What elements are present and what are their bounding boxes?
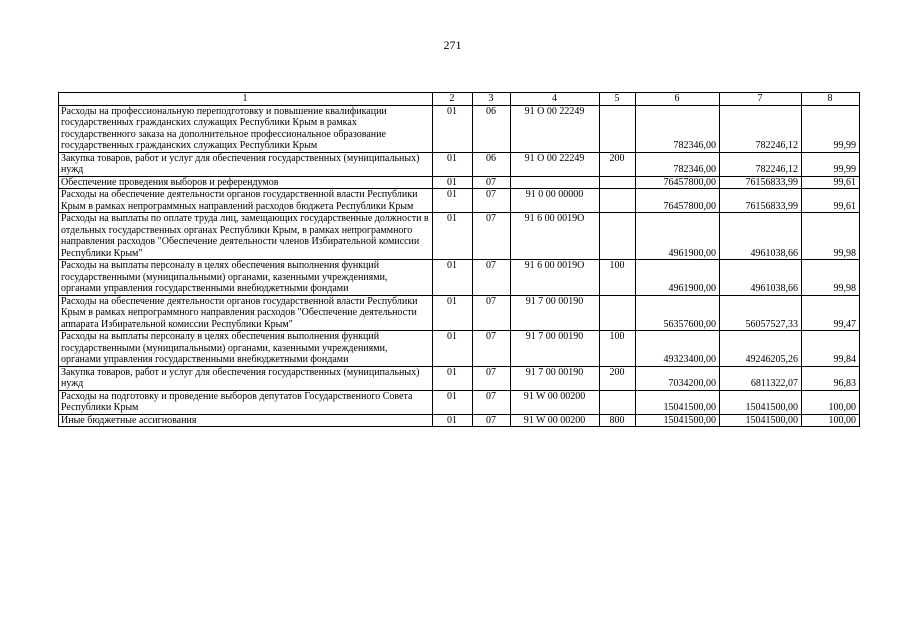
- row-description: Расходы на выплаты персоналу в целях обеспечения выполнения функций государственными (муниципальными) органами, казенными учреждениями, органами управления государственными внебюджетными фондами: [59, 260, 433, 296]
- table-row: [59, 366, 860, 390]
- row-section: 01: [433, 189, 473, 213]
- table-row: [59, 213, 860, 260]
- row-expense-type: 200: [600, 366, 636, 390]
- row-section: 01: [433, 414, 473, 427]
- row-description: Расходы на подготовку и проведение выборов депутатов Государственного Совета Республики Крым: [59, 390, 433, 414]
- row-executed-amount: 15041500,00: [720, 390, 802, 414]
- row-section: 01: [433, 152, 473, 176]
- table-row: [59, 152, 860, 176]
- row-planned-amount: 4961900,00: [636, 260, 720, 296]
- row-percent: 99,61: [802, 189, 860, 213]
- row-subsection: 07: [473, 390, 511, 414]
- row-expense-type: [600, 390, 636, 414]
- row-description: Обеспечение проведения выборов и референдумов: [59, 176, 433, 189]
- row-expense-type: 200: [600, 152, 636, 176]
- row-subsection: 07: [473, 414, 511, 427]
- row-planned-amount: 49323400,00: [636, 331, 720, 367]
- table-row: [59, 390, 860, 414]
- header-cell: 8: [802, 93, 860, 106]
- row-target-article: 91 7 00 00190: [511, 295, 600, 331]
- row-executed-amount: 4961038,66: [720, 213, 802, 260]
- header-cell: 3: [473, 93, 511, 106]
- row-expense-type: [600, 105, 636, 152]
- table-row: [59, 189, 860, 213]
- row-planned-amount: 7034200,00: [636, 366, 720, 390]
- row-expense-type: 100: [600, 331, 636, 367]
- row-planned-amount: 782346,00: [636, 152, 720, 176]
- row-subsection: 07: [473, 213, 511, 260]
- row-subsection: 07: [473, 366, 511, 390]
- row-planned-amount: 15041500,00: [636, 414, 720, 427]
- row-target-article: 91 7 00 00190: [511, 366, 600, 390]
- row-target-article: 91 О 00 22249: [511, 152, 600, 176]
- row-executed-amount: 15041500,00: [720, 414, 802, 427]
- row-subsection: 07: [473, 260, 511, 296]
- row-expense-type: [600, 176, 636, 189]
- row-percent: 99,84: [802, 331, 860, 367]
- row-target-article: [511, 176, 600, 189]
- row-planned-amount: 76457800,00: [636, 176, 720, 189]
- table-row: [59, 105, 860, 152]
- row-description: Закупка товаров, работ и услуг для обеспечения государственных (муниципальных) нужд: [59, 366, 433, 390]
- row-planned-amount: 15041500,00: [636, 390, 720, 414]
- row-percent: 99,98: [802, 260, 860, 296]
- row-executed-amount: 782246,12: [720, 152, 802, 176]
- header-cell: 1: [59, 93, 433, 106]
- row-target-article: 91 0 00 00000: [511, 189, 600, 213]
- row-executed-amount: 4961038,66: [720, 260, 802, 296]
- row-section: 01: [433, 295, 473, 331]
- row-planned-amount: 76457800,00: [636, 189, 720, 213]
- row-section: 01: [433, 331, 473, 367]
- row-description: Расходы на выплаты персоналу в целях обеспечения выполнения функций государственными (муниципальными) органами, казенными учреждениями, органами управления государственными внебюджетными фондами: [59, 331, 433, 367]
- row-executed-amount: 49246205,26: [720, 331, 802, 367]
- row-expense-type: [600, 295, 636, 331]
- row-executed-amount: 76156833,99: [720, 189, 802, 213]
- row-percent: 99,47: [802, 295, 860, 331]
- row-subsection: 07: [473, 176, 511, 189]
- row-subsection: 07: [473, 295, 511, 331]
- row-subsection: 07: [473, 331, 511, 367]
- row-target-article: 91 6 00 0019О: [511, 213, 600, 260]
- row-description: Расходы на профессиональную переподготовку и повышение квалификации государственных гражданских служащих Республики Крым в рамках государственного заказа на дополнительное профессиональное образование государственных гражданских служащих Республики Крым: [59, 105, 433, 152]
- table-row: [59, 176, 860, 189]
- row-description: Закупка товаров, работ и услуг для обеспечения государственных (муниципальных) нужд: [59, 152, 433, 176]
- header-cell: 6: [636, 93, 720, 106]
- row-percent: 99,98: [802, 213, 860, 260]
- table-header-row: [59, 93, 860, 106]
- row-percent: 100,00: [802, 390, 860, 414]
- row-target-article: 91 W 00 00200: [511, 414, 600, 427]
- row-target-article: 91 О 00 22249: [511, 105, 600, 152]
- row-description: Расходы на обеспечение деятельности органов государственной власти Республики Крым в рамках непрограммного направления расходов "Обеспечение деятельности аппарата Избирательной комиссии Республики Крым": [59, 295, 433, 331]
- row-subsection: 06: [473, 105, 511, 152]
- row-executed-amount: 76156833,99: [720, 176, 802, 189]
- table-row: [59, 295, 860, 331]
- row-percent: 100,00: [802, 414, 860, 427]
- header-cell: 5: [600, 93, 636, 106]
- row-section: 01: [433, 260, 473, 296]
- row-target-article: 91 7 00 00190: [511, 331, 600, 367]
- header-cell: 2: [433, 93, 473, 106]
- row-subsection: 06: [473, 152, 511, 176]
- row-section: 01: [433, 105, 473, 152]
- row-target-article: 91 6 00 0019О: [511, 260, 600, 296]
- row-description: Расходы на обеспечение деятельности органов государственной власти Республики Крым в рамках непрограммных направлений расходов бюджета Республики Крым: [59, 189, 433, 213]
- row-subsection: 07: [473, 189, 511, 213]
- row-expense-type: 100: [600, 260, 636, 296]
- row-percent: 99,99: [802, 105, 860, 152]
- table-row: [59, 260, 860, 296]
- header-cell: 7: [720, 93, 802, 106]
- budget-table: [58, 92, 860, 427]
- row-description: Иные бюджетные ассигнования: [59, 414, 433, 427]
- row-executed-amount: 56057527,33: [720, 295, 802, 331]
- row-expense-type: 800: [600, 414, 636, 427]
- row-expense-type: [600, 189, 636, 213]
- header-cell: 4: [511, 93, 600, 106]
- row-percent: 99,61: [802, 176, 860, 189]
- row-section: 01: [433, 366, 473, 390]
- row-description: Расходы на выплаты по оплате труда лиц, замещающих государственные должности в отдельных государственных органах Республики Крым, в рамках непрограммного направления расходов "Обеспечение деятельности членов Избирательной комиссии Республики Крым": [59, 213, 433, 260]
- row-section: 01: [433, 213, 473, 260]
- row-executed-amount: 782246,12: [720, 105, 802, 152]
- row-section: 01: [433, 176, 473, 189]
- row-percent: 99,99: [802, 152, 860, 176]
- row-executed-amount: 6811322,07: [720, 366, 802, 390]
- row-target-article: 91 W 00 00200: [511, 390, 600, 414]
- page-number: 271: [443, 38, 462, 52]
- table-row: [59, 331, 860, 367]
- row-expense-type: [600, 213, 636, 260]
- row-planned-amount: 56357600,00: [636, 295, 720, 331]
- row-percent: 96,83: [802, 366, 860, 390]
- row-planned-amount: 782346,00: [636, 105, 720, 152]
- table-row: [59, 414, 860, 427]
- row-section: 01: [433, 390, 473, 414]
- row-planned-amount: 4961900,00: [636, 213, 720, 260]
